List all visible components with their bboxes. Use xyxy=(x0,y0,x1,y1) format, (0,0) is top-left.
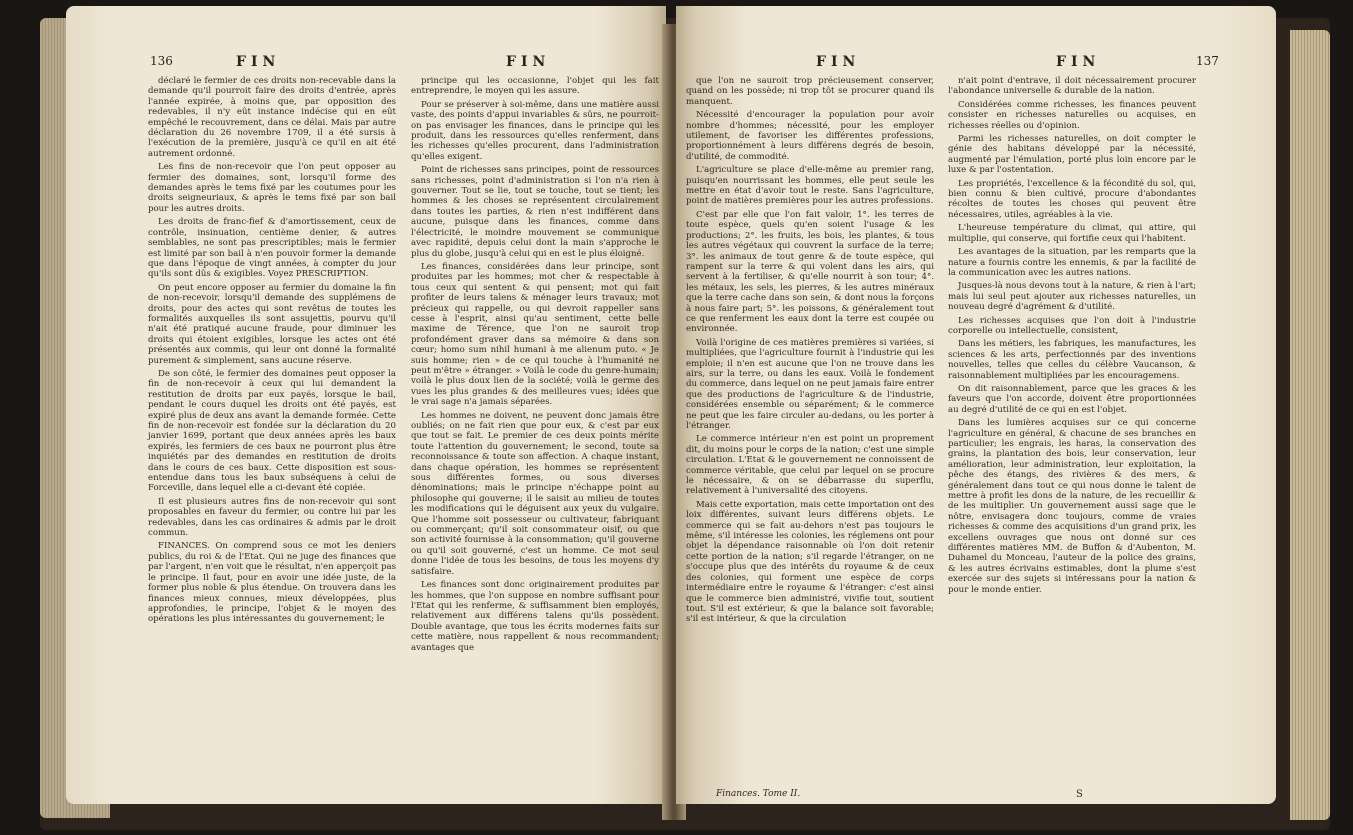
paragraph: Il est plusieurs autres fins de non-recevoir qui sont proposables en faveur du fermier, ou contre lui par les redevables, dans les cas ordinaires & admis par le droit commun. xyxy=(148,496,396,539)
page-number: 136 xyxy=(150,54,173,68)
running-header: FIN xyxy=(816,54,861,70)
paragraph: n'ait point d'entrave, il doit nécessairement procurer l'abondance universelle & durable de la nation. xyxy=(948,76,1196,97)
paragraph: Parmi les richesses naturelles, on doit compter le génie des habitans développé par la nécessité, augmenté par l'émulation, porté plus loin encore par le luxe & par l'ostentation. xyxy=(948,134,1196,176)
paragraph: Les propriétés, l'excellence & la fécondité du sol, qui, bien connu & bien cultivé, procure d'abondantes récoltes de toutes les choses qui peuvent être nécessaires, utiles, agréables à la vie. xyxy=(948,178,1196,220)
paragraph: Les richesses acquises que l'on doit à l'industrie corporelle ou intellectuelle, consistent, xyxy=(948,315,1196,336)
paragraph: que l'on ne sauroit trop précieusement conserver, quand on les possède; ni trop tôt se procurer quand ils manquent. xyxy=(686,76,934,107)
text-column-1 xyxy=(686,76,934,628)
paragraph: Les fins de non-recevoir que l'on peut opposer au fermier des domaines, sont, lorsqu'il forme des demandes après le tems fixé par les coutumes pour les droits seigneuriaux, & après le tems fixé par son bail pour les autres droits. xyxy=(148,162,396,214)
paragraph: Voilà l'origine de ces matières premières si variées, si multipliées, que l'agriculture fournit à l'industrie qui les emploie; il n'en est aucune que l'on ne trouve dans les airs, sur la terre, ou dans les eaux. Voilà le fondement du commerce, dans lequel on ne peut jamais faire entrer que des productions de l'agriculture & de l'industrie, considérées ensemble ou séparément; & le commerce ne peut que les faire circuler au-dedans, ou les porter à l'étranger. xyxy=(686,337,934,431)
paragraph: déclaré le fermier de ces droits non-recevable dans la demande qu'il pourroit faire des droits d'entrée, après l'année expirée, à moins que, par opposition des redevables, il n'y eût instance indécise qui en eût empêché le recouvrement, dans ce délai. Mais par autre déclaration du 26 novembre 1709, il a été sursis à l'exécution de la première, jusqu'à ce qu'il en ait été autrement ordonné. xyxy=(148,76,396,159)
paragraph: Les droits de franc-fief & d'amortissement, ceux de contrôle, insinuation, centième denier, & autres semblables, ne sont pas prescriptibles; mais le fermier est limité par son bail à n'en pouvoir former la demande que dans l'époque de vingt années, à compter du jour qu'ils sont dûs & exigibles. Voyez PRESCRIPTION. xyxy=(148,217,396,280)
paragraph: L'heureuse température du climat, qui attire, qui multiplie, qui conserve, qui fortifie ceux qui l'habitent. xyxy=(948,223,1196,244)
paragraph: Nécessité d'encourager la population pour avoir nombre d'hommes; nécessité, pour les employer utilement, de favoriser les différentes professions, proportionnément à leurs différens degrés de besoin, d'utilité, de commodité. xyxy=(686,110,934,162)
paragraph: Jusques-là nous devons tout à la nature, & rien à l'art; mais lui seul peut ajouter aux richesses naturelles, un nouveau degré d'agrément & d'utilité. xyxy=(948,281,1196,313)
page-number: 137 xyxy=(1196,54,1219,68)
running-header: FIN xyxy=(506,54,551,70)
paragraph: De son côté, le fermier des domaines peut opposer la fin de non-recevoir à ceux qui lui demandent la restitution de droits par eux payés, lorsque le bail, pendant le cours duquel les droits ont été payés, est expiré plus de deux ans avant la demande formée. Cette fin de non-recevoir est fondée sur la déclaration du 20 janvier 1699, portant que deux années après les baux expirés, les fermiers de ces baux ne pourront plus être inquiétés par des demandes en restitution de droits dans le cours de ces baux. Cette disposition est sous-entendue dans tous les baux subséquens à celui de Forceville, dans lequel elle a ci-devant été copiée. xyxy=(148,368,396,494)
paragraph: On peut encore opposer au fermier du domaine la fin de non-recevoir, lorsqu'il demande des supplémens de droits, pour des actes qui sont revêtus de toutes les formalités auxquelles ils sont assujettis, pourvu qu'il n'ait été pratiqué aucune fraude, pour diminuer les droits qui étoient exigibles, lorsque les actes ont été présentés aux commis, qui leur ont donné la formalité purement & simplement, sans aucune réserve. xyxy=(148,282,396,366)
paragraph: Dans les métiers, les fabriques, les manufactures, les sciences & les arts, perfectionnés par des inventions nouvelles, telles que celles du célèbre Vaucanson, & raisonnablement multipliées par les encouragemens. xyxy=(948,339,1196,381)
paragraph: Les finances sont donc originairement produites par les hommes, que l'on suppose en nombre suffisant pour l'Etat qui les renferme, & suffisamment bien employés, relativement aux différens talens qu'ils possèdent. Double avantage, que tous les écrits modernes faits sur cette matière, nous rappellent & nous recommandent; avantages que xyxy=(411,580,659,653)
running-header: FIN xyxy=(1056,54,1101,70)
paragraph: Les avantages de la situation, par les remparts que la nature a fournis contre les ennemis, & par la facilité de la communication avec les autres nations. xyxy=(948,247,1196,278)
footer-title: Finances. Tome II. xyxy=(716,789,801,799)
page-edges-right xyxy=(1290,30,1330,820)
paragraph: Dans les lumières acquises sur ce qui concerne l'agriculture en général, & chacune de ses branches en particulier; les engrais, les haras, la conservation des grains, la plantation des bois, leur conservation, leur amélioration, leur administration, leur exploitation, la pêche des étangs, des rivières & des mers, & généralement dans tout ce qui nous donne le talent de mettre à profit les dons de la nature, de les recueillir & de les multiplier. Un gouvernement aussi sage que le nôtre, envisagera donc toujours, comme de vraies richesses & comme des acquisitions d'un grand prix, les excellens ouvrages que nous ont donné sur ces différentes matières MM. de Buffon & d'Aubenton, M. Duhamel du Monceau, l'auteur de la police des grains, & les autres écrivains estimables, dont la plume s'est exercée sur des sujets si intéressans pour la nation & pour le monde entier. xyxy=(948,418,1196,595)
signature-mark: S xyxy=(1076,789,1083,800)
paragraph: Le commerce intérieur n'en est point un proprement dit, du moins pour le corps de la nation; c'est une simple circulation. L'Etat & le gouvernement ne connoissent de commerce véritable, que celui par lequel on se procure le nécessaire, & on se débarrasse du superflu, relativement à l'universalité des citoyens. xyxy=(686,434,934,497)
paragraph: Pour se préserver à soi-même, dans une matière aussi vaste, des points d'appui invariables & sûrs, ne pourroit-on pas envisager les finances, dans le principe qui les produit, dans les ressources qu'elles renferment, dans les richesses qu'elles procurent, dans l'administration qu'elles exigent. xyxy=(411,99,659,162)
running-header: FIN xyxy=(236,54,281,70)
paragraph: C'est par elle que l'on fait valoir, 1°. les terres de toute espèce, quels qu'en soient l'usage & les productions; 2°. les fruits, les bois, les plantes, & tous les autres végétaux qui couvrent la surface de la terre; 3°. les animaux de tout genre & de toute espèce, qui rampent sur la terre & qui volent dans les airs, qui servent à la fertiliser, & qu'elle nourrit à son tour; 4°. les métaux, les sels, les pierres, & les autres minéraux que la terre cache dans son sein, & dont nous la forçons à nous faire part; 5°. les poissons, & généralement tout ce que renferment les eaux dont la terre est coupée ou environnée. xyxy=(686,209,934,335)
paragraph: Les hommes ne doivent, ne peuvent donc jamais être oubliés; on ne fait rien que pour eux, & c'est par eux que tout se fait. Le premier de ces deux points mérite toute l'attention du gouvernement; le second, toute sa reconnoissance & toute son affection. A chaque instant, dans chaque opération, les hommes se représentent sous différentes formes, ou sous diverses dénominations; mais le principe n'échappe point au philosophe qui gouverne; il le saisit au milieu de toutes les modifications qui le déguisent aux yeux du vulgaire. Que l'homme soit possesseur ou cultivateur, fabriquant ou commerçant; qu'il soit consommateur oisif, ou que son activité fournisse à la consommation; qu'il gouverne ou qu'il soit gouverné, c'est un homme. Ce mot seul donne l'idée de tous les besoins, de tous les moyens d'y satisfaire. xyxy=(411,410,659,577)
left-page xyxy=(66,6,666,804)
paragraph: principe qui les occasionne, l'objet qui les fait entreprendre, le moyen qui les assure. xyxy=(411,76,659,97)
paragraph: Point de richesses sans principes, point de ressources sans richesses, point d'administration si l'on n'a rien à gouverner. Tout se lie, tout se touche, tout se tient; les hommes & les choses se représentent circulairement dans toutes les parties, & rien n'est indifférent dans aucune, puisque dans les finances, comme dans l'électricité, le moindre mouvement se communique avec rapidité, depuis celui dont la main s'approche le plus du globe, jusqu'à celui qui en est le plus éloigné. xyxy=(411,165,659,259)
paragraph: Considérées comme richesses, les finances peuvent consister en richesses naturelles ou acquises, en richesses réelles ou d'opinion. xyxy=(948,99,1196,131)
paragraph: On dit raisonnablement, parce que les graces & les faveurs que l'on accorde, doivent être proportionnées au degré d'utilité de ce qui en est l'objet. xyxy=(948,383,1196,415)
right-page xyxy=(676,6,1276,804)
paragraph: L'agriculture se place d'elle-même au premier rang, puisqu'en nourrissant les hommes, elle peut seule les mettre en état d'avoir tout le reste. Sans l'agriculture, point de matières premières pour les autres professions. xyxy=(686,165,934,207)
paragraph: Les finances, considérées dans leur principe, sont produites par les hommes; mot cher & respectable à tous ceux qui sentent & qui pensent; mot qui fait profiter de leurs talens & ménager leurs travaux; mot précieux qui rappelle, ou qui devroit rappeller sans cesse à l'esprit, ainsi qu'au sentiment, cette belle maxime de Térence, que l'on ne sauroit trop profondément graver dans sa mémoire & dans son cœur; homo sum nihil humani à me alienum puto. « Je suis homme; rien » de ce qui touche à l'humanité ne peut m'être » étranger. » Voilà le code du genre-humain; voilà le plus doux lien de la société; voilà le germe des vues les plus grandes & des meilleures vues; idées que le vrai sage n'a jamais séparées. xyxy=(411,261,659,408)
text-column-2 xyxy=(411,76,659,656)
text-column-2 xyxy=(948,76,1196,598)
text-column-1 xyxy=(148,76,396,628)
paragraph: Mais cette exportation, mais cette importation ont des loix différentes, suivant leurs différens objets. Le commerce qui se fait au-dehors n'est pas toujours le même, s'il intéresse les colonies, les réglemens ont pour objet la dépendance raisonnable où l'on doit retenir cette portion de la nation; s'il regarde l'étranger, on ne s'occupe plus que des intérêts du royaume & de ceux des colonies, qui forment une espèce de corps intermédiaire entre le royaume & l'étranger: c'est ainsi que le commerce bien administré, vivifie tout, soutient tout. S'il est extérieur, & que la balance soit favorable; s'il est intérieur, & que la circulation xyxy=(686,499,934,625)
paragraph: FINANCES. On comprend sous ce mot les deniers publics, du roi & de l'Etat. Qui ne juge des finances que par l'argent, n'en voit que le résultat, n'en apperçoit pas le principe. Il faut, pour en avoir une idée juste, de la former plus noble & plus étendue. On trouvera dans les finances mieux connues, mieux développées, plus approfondies, le principe, l'objet & le moyen des opérations les plus intéressantes du gouvernement; le xyxy=(148,541,396,625)
